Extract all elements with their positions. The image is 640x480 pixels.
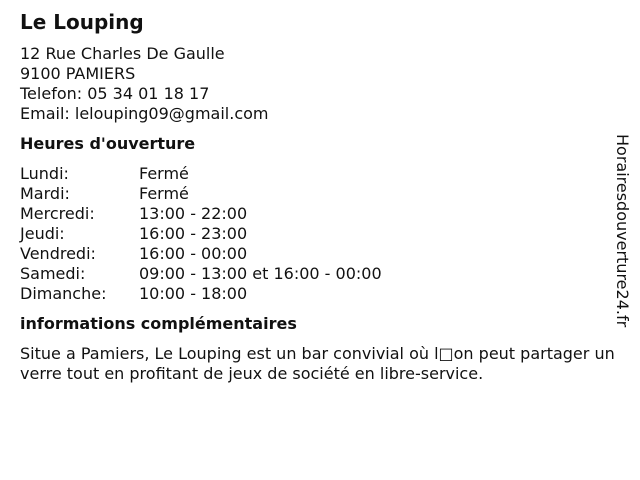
business-card	[20, 10, 620, 384]
address-city: 9100 PAMIERS	[20, 64, 136, 83]
hours-day: Dimanche:	[20, 284, 107, 303]
hours-day: Lundi:	[20, 164, 69, 183]
hours-time: 16:00 - 00:00	[139, 244, 248, 263]
opening-hours-table	[20, 164, 382, 304]
business-name: Le Louping	[20, 10, 144, 34]
hours-row	[20, 224, 382, 244]
additional-info-text: Situe a Pamiers, Le Louping est un bar convivial où l□on peut partager un verre tout en profitant de jeux de société en libre-service.	[20, 344, 615, 383]
hours-day: Vendredi:	[20, 244, 96, 263]
hours-row	[20, 184, 382, 204]
hours-time: Fermé	[139, 164, 189, 183]
phone-line: Telefon: 05 34 01 18 17	[20, 84, 210, 103]
hours-day: Mercredi:	[20, 204, 95, 223]
watermark-domain: Horairesdouverture24.fr	[613, 134, 632, 328]
additional-info-heading: informations complémentaires	[20, 314, 297, 333]
hours-day: Samedi:	[20, 264, 86, 283]
hours-time: 13:00 - 22:00	[139, 204, 248, 223]
address-street: 12 Rue Charles De Gaulle	[20, 44, 225, 63]
email-line: Email: lelouping09@gmail.com	[20, 104, 269, 123]
contact-block	[20, 44, 620, 124]
hours-time: Fermé	[139, 184, 189, 203]
hours-time: 09:00 - 13:00 et 16:00 - 00:00	[139, 264, 382, 283]
hours-row	[20, 244, 382, 264]
hours-day: Jeudi:	[20, 224, 65, 243]
hours-time: 16:00 - 23:00	[139, 224, 248, 243]
hours-row	[20, 284, 382, 304]
hours-row	[20, 264, 382, 284]
opening-hours-heading: Heures d'ouverture	[20, 134, 196, 153]
hours-row	[20, 164, 382, 184]
hours-row	[20, 204, 382, 224]
hours-day: Mardi:	[20, 184, 70, 203]
hours-time: 10:00 - 18:00	[139, 284, 248, 303]
